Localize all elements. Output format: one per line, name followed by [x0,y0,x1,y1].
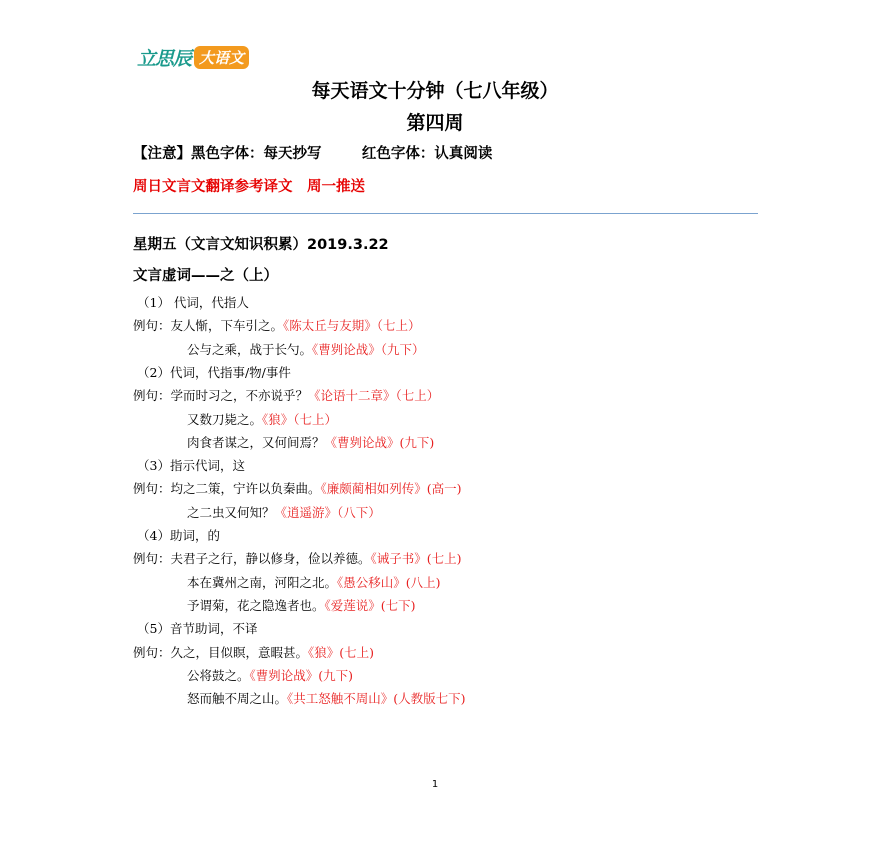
example-line [133,481,462,497]
example-source: 《逍遥游》（八下） [274,505,381,520]
day-heading: 星期五（文言文知识积累）2019.3.22 [133,237,389,253]
category-line [137,295,249,311]
page-number: 1 [431,779,439,790]
example-source: 《诫子书》(七上) [370,551,462,566]
example-line [187,505,381,521]
example-line [187,598,416,614]
example-line [187,342,425,358]
example-line [133,318,421,334]
topic-heading: 文言虚词——之（上） [133,268,278,284]
category-text: （2）代词，代指事/物/事件 [137,365,291,380]
example-source: 《狼》(七上) [308,645,375,660]
category-line [137,458,245,474]
example-sentence: 予谓菊，花之隐逸者也。 [187,598,325,613]
example-source: 《狼》（七上） [262,412,338,427]
notice-line [133,142,492,163]
example-prefix: 例句： [133,318,171,333]
example-sentence: 夫君子之行，静以修身，俭以养德。 [170,551,371,566]
week-title: 第四周 [406,112,464,134]
notice-red-part: 红色字体：认真阅读 [361,146,493,162]
example-line [133,551,462,567]
example-sentence: 久之，目似瞑，意暇甚。 [170,645,309,660]
example-prefix: 例句： [133,481,171,496]
example-source: 《曹刿论战》（九下） [312,342,425,357]
category-text: （1） 代词，代指人 [137,295,249,310]
example-sentence: 肉食者谋之，又何间焉？ [187,435,325,450]
example-line [133,645,374,661]
example-prefix: 例句： [133,388,171,403]
example-source: 《论语十二章》（七上） [308,388,440,403]
example-sentence: 又数刀毙之。 [187,412,263,427]
example-line [187,435,434,451]
notice-spacer [322,146,362,162]
category-text: （5）音节助词，不译 [137,621,258,636]
example-source: 《愚公移山》(八上) [337,575,441,590]
notice-prefix: 【注意】黑色字体：每天抄写 [133,146,322,162]
example-source: 《廉颇蔺相如列传》(高一) [320,481,462,496]
document-title: 每天语文十分钟（七八年级） [311,80,559,102]
example-source: 《共工怒触不周山》(人教版七下) [287,691,466,706]
sunday-note: 周日文言文翻译参考译文 周一推送 [133,179,365,195]
example-source: 《爱莲说》(七下) [324,598,416,613]
example-line [187,691,466,707]
example-sentence: 怒而触不周之山。 [187,691,288,706]
example-line [187,668,353,684]
divider [133,213,758,214]
category-line [137,621,257,637]
brand-logo [137,44,249,71]
example-sentence: 友人惭，下车引之。 [170,318,284,333]
example-line [187,575,441,591]
example-sentence: 均之二策，宁许以负秦曲。 [170,481,321,496]
example-prefix: 例句： [133,551,171,566]
category-text: （3）指示代词，这 [137,458,245,473]
example-source: 《曹刿论战》(九下) [249,668,354,683]
logo-tag-text: 大语文 [194,46,249,69]
example-source: 《曹刿论战》(九下) [324,435,435,450]
category-line [137,528,220,544]
example-line [187,412,337,428]
category-text: （4）助词，的 [137,528,220,543]
category-line [137,365,291,381]
example-sentence: 之二虫又何知？ [187,505,275,520]
example-sentence: 本在冀州之南，河阳之北。 [187,575,338,590]
example-prefix: 例句： [133,645,171,660]
example-sentence: 公与之乘，战于长勺。 [187,342,313,357]
logo-brand-text: 立思辰 [137,48,192,70]
example-source: 《陈太丘与友期》（七上） [283,318,421,333]
example-line [133,388,439,404]
example-sentence: 学而时习之，不亦说乎？ [170,388,309,403]
example-sentence: 公将鼓之。 [187,668,250,683]
